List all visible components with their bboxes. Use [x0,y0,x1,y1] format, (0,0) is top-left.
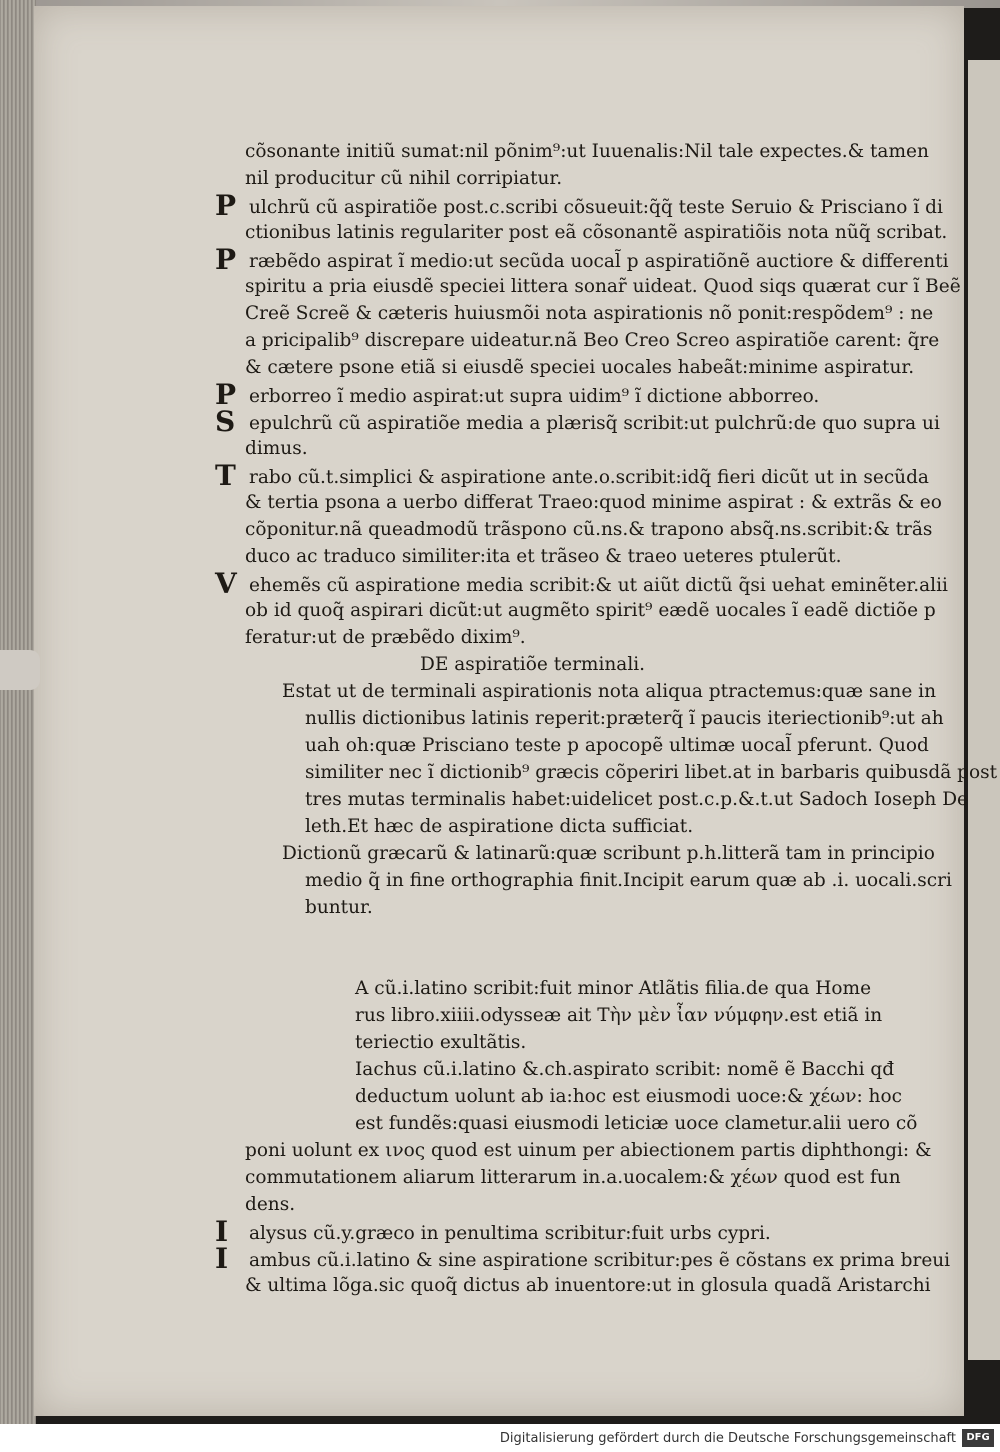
initial-letter: V [215,567,237,600]
line-text: leth.Et hæc de aspiratione dicta sufficiat. [305,816,694,837]
text-line [195,1110,918,1137]
line-text: epulchrũ cũ aspiratiõe media a plærisq̃ scribit:ut pulchrũ:de quo supra ui [249,413,940,434]
line-text: erborreo ĩ medio aspirat:ut supra uidim⁹ ĩ dictione abborreo. [249,386,820,407]
text-line [195,705,944,732]
line-text: nil producitur cũ nihil corripiatur. [245,168,563,189]
text-line [195,300,934,327]
line-text: uah oh:quæ Prisciano teste p apocopẽ ultimæ uocal̃ pferunt. Quod [305,735,929,756]
text-line [195,1137,932,1164]
line-text: ulchrũ cũ aspiratiõe post.c.scribi cõsueuit:q̃q̃ teste Seruio & Prisciano ĩ di [249,197,943,218]
page-text [195,138,998,1299]
text-line [195,1056,915,1083]
line-text: poni uolunt ex ινος quod est uinum per abiectionem partis diphthongi: & [245,1140,932,1161]
initial-letter: P [215,189,237,222]
text-line [195,516,933,543]
line-text: ctionibus latinis regulariter post eã cõsonantẽ aspiratiõis nota nũq̃ scribat. [245,222,948,243]
line-text: DE aspiratiõe terminali. [420,654,646,675]
text-line [195,786,969,813]
page-clip [0,650,40,690]
text-line [195,567,948,600]
text-line [195,1164,915,1191]
line-text: A cũ.i.latino scribit:fuit minor Atlãtis filia.de qua Home [355,978,872,999]
line-text: alysus cũ.y.græco in penultima scribitur:fuit urbs cypri. [249,1223,771,1244]
text-line [195,189,943,222]
text-line [195,1191,915,1218]
line-text: buntur. [305,897,373,918]
text-line [195,327,940,354]
text-line [195,378,915,411]
initial-letter: S [215,405,236,438]
text-line [195,354,915,381]
text-line [195,1242,951,1275]
initial-letter: I [215,1242,229,1275]
initial-letter: P [215,378,237,411]
line-text: dens. [245,1194,296,1215]
line-text: Dictionũ græcarũ & latinarũ:quæ scribunt p.h.litterã tam in principio [282,843,935,864]
line-text: & tertia psona a uerbo differat Traeo:quod minime aspirat : & extrãs & eo [245,492,942,513]
line-text: feratur:ut de præbẽdo dixim⁹. [245,627,526,648]
text-line [195,138,929,165]
line-text: ob id quoq̃ aspirari dicũt:ut augmẽto spirit⁹ eædẽ uocales ĩ eadẽ dictiõe p [245,600,936,621]
line-text: a pricipalib⁹ discrepare uideatur.nã Beo Creo Screo aspiratiõe carent: q̃re [245,330,940,351]
book-page-edges [0,0,36,1424]
text-line [195,813,915,840]
line-text: nullis dictionibus latinis reperit:præterq̃ ĩ paucis iteriectionib⁹:ut ah [305,708,944,729]
line-text: tres mutas terminalis habet:uidelicet post.c.p.&.t.ut Sadoch Ioseph De [305,789,969,810]
footer-credit: Digitalisierung gefördert durch die Deutsche Forschungsgemeinschaft [499,1431,956,1446]
line-text: Estat ut de terminali aspirationis nota aliqua ptractemus:quæ sane in [282,681,937,702]
line-text: & cætere psone etiã si eiusdẽ speciei uocales habeãt:minime aspiratur. [245,357,915,378]
line-text: dimus. [245,438,308,459]
text-line [195,435,915,462]
line-text: Creẽ Screẽ & cæteris huiusmõi nota aspirationis nõ ponit:respõdem⁹ : ne [245,303,934,324]
text-line [195,219,948,246]
text-line [195,597,936,624]
text-line [195,624,915,651]
text-line [195,894,915,921]
line-text: ambus cũ.i.latino & sine aspiratione scribitur:pes ẽ cõstans ex prima breui [249,1250,951,1271]
line-text: ehemẽs cũ aspiratione media scribit:& ut aiũt dictũ q̃si uehat eminẽter.alii [249,575,948,596]
line-text: rabo cũ.t.simplici & aspiratione ante.o.scribit:idq̃ fieri dicũt ut in secũda [249,467,929,488]
text-line [195,867,952,894]
text-line [195,273,961,300]
line-text: cõponitur.nã queadmodũ trãspono cũ.ns.& trapono absq̃.ns.scribit:& trãs [245,519,933,540]
text-line [195,489,942,516]
initial-letter: P [215,243,237,276]
initial-letter: I [215,1215,229,1248]
facing-page-edge [968,60,1000,1360]
text-line [195,678,937,705]
text-line [195,975,915,1002]
footer [0,1424,1000,1452]
spacer [195,921,915,975]
text-line [195,1029,915,1056]
line-text: Iachus cũ.i.latino &.ch.aspirato scribit: nomẽ ẽ Bacchi qđ [355,1059,895,1080]
initial-letter: T [215,459,236,492]
line-text: rus libro.xiiii.odysseæ ait Τὴν μὲν ἶαν νύμφην.est etiã in [355,1005,883,1026]
text-line [195,1272,931,1299]
line-text: & ultima lõga.sic quoq̃ dictus ab inuentore:ut in glosula quadã Aristarchi [245,1275,931,1296]
text-line [195,543,915,570]
section-heading [195,651,915,678]
line-text: est fundẽs:quasi eiusmodi leticiæ uoce clametur.alii uero cõ [355,1113,918,1134]
text-line [195,759,998,786]
line-text: medio q̃ in fine orthographia finit.Incipit earum quæ ab .i. uocali.scri [305,870,952,891]
text-line [195,1002,915,1029]
text-line [195,405,940,438]
line-text: ræbẽdo aspirat ĩ medio:ut secũda uocal̃ p aspiratiõnẽ auctiore & differenti [249,251,949,272]
line-text: duco ac traduco similiter:ita et trãseo & traeo ueteres ptulerũt. [245,546,842,567]
text-line [195,1215,915,1248]
dfg-logo: DFG [962,1429,994,1447]
text-line [195,459,929,492]
line-text: teriectio exultãtis. [355,1032,527,1053]
text-line [195,1083,915,1110]
line-text: similiter nec ĩ dictionib⁹ græcis cõperiri libet.at in barbaris quibusdã post [305,762,998,783]
text-line [195,243,949,276]
line-text: deductum uolunt ab ia:hoc est eiusmodi uoce:& χέων: hoc [355,1086,902,1107]
text-line [195,165,915,192]
line-text: commutationem aliarum litterarum in.a.uocalem:& χέων quod est fun [245,1167,901,1188]
line-text: spiritu a pria eiusdẽ speciei littera sonar̃ uideat. Quod siqs quærat cur ĩ Beẽ [245,276,961,297]
text-line [195,732,929,759]
text-line [195,840,935,867]
line-text: cõsonante initiũ sumat:nil põnim⁹:ut Iuuenalis:Nil tale expectes.& tamen [245,141,929,162]
